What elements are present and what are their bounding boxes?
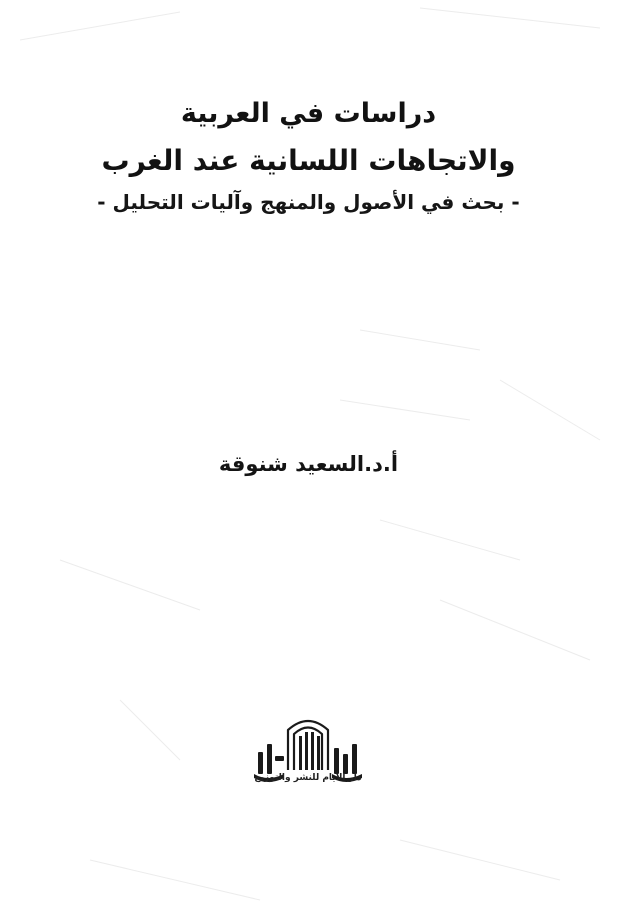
- title-block: [0, 96, 617, 215]
- book-subtitle: - بحث في الأصول والمنهج وآليات التحليل -: [97, 190, 520, 215]
- book-title-line-1: دراسات في العربية: [180, 98, 437, 129]
- publisher-tagline: دار الأيام للنشر والتوزيع: [254, 773, 362, 783]
- book-title-line-2: والاتجاهات اللسانية عند الغرب: [101, 144, 516, 178]
- publisher-logo: [248, 708, 368, 798]
- author-name: أ.د.السعيد شنوقة: [218, 452, 399, 476]
